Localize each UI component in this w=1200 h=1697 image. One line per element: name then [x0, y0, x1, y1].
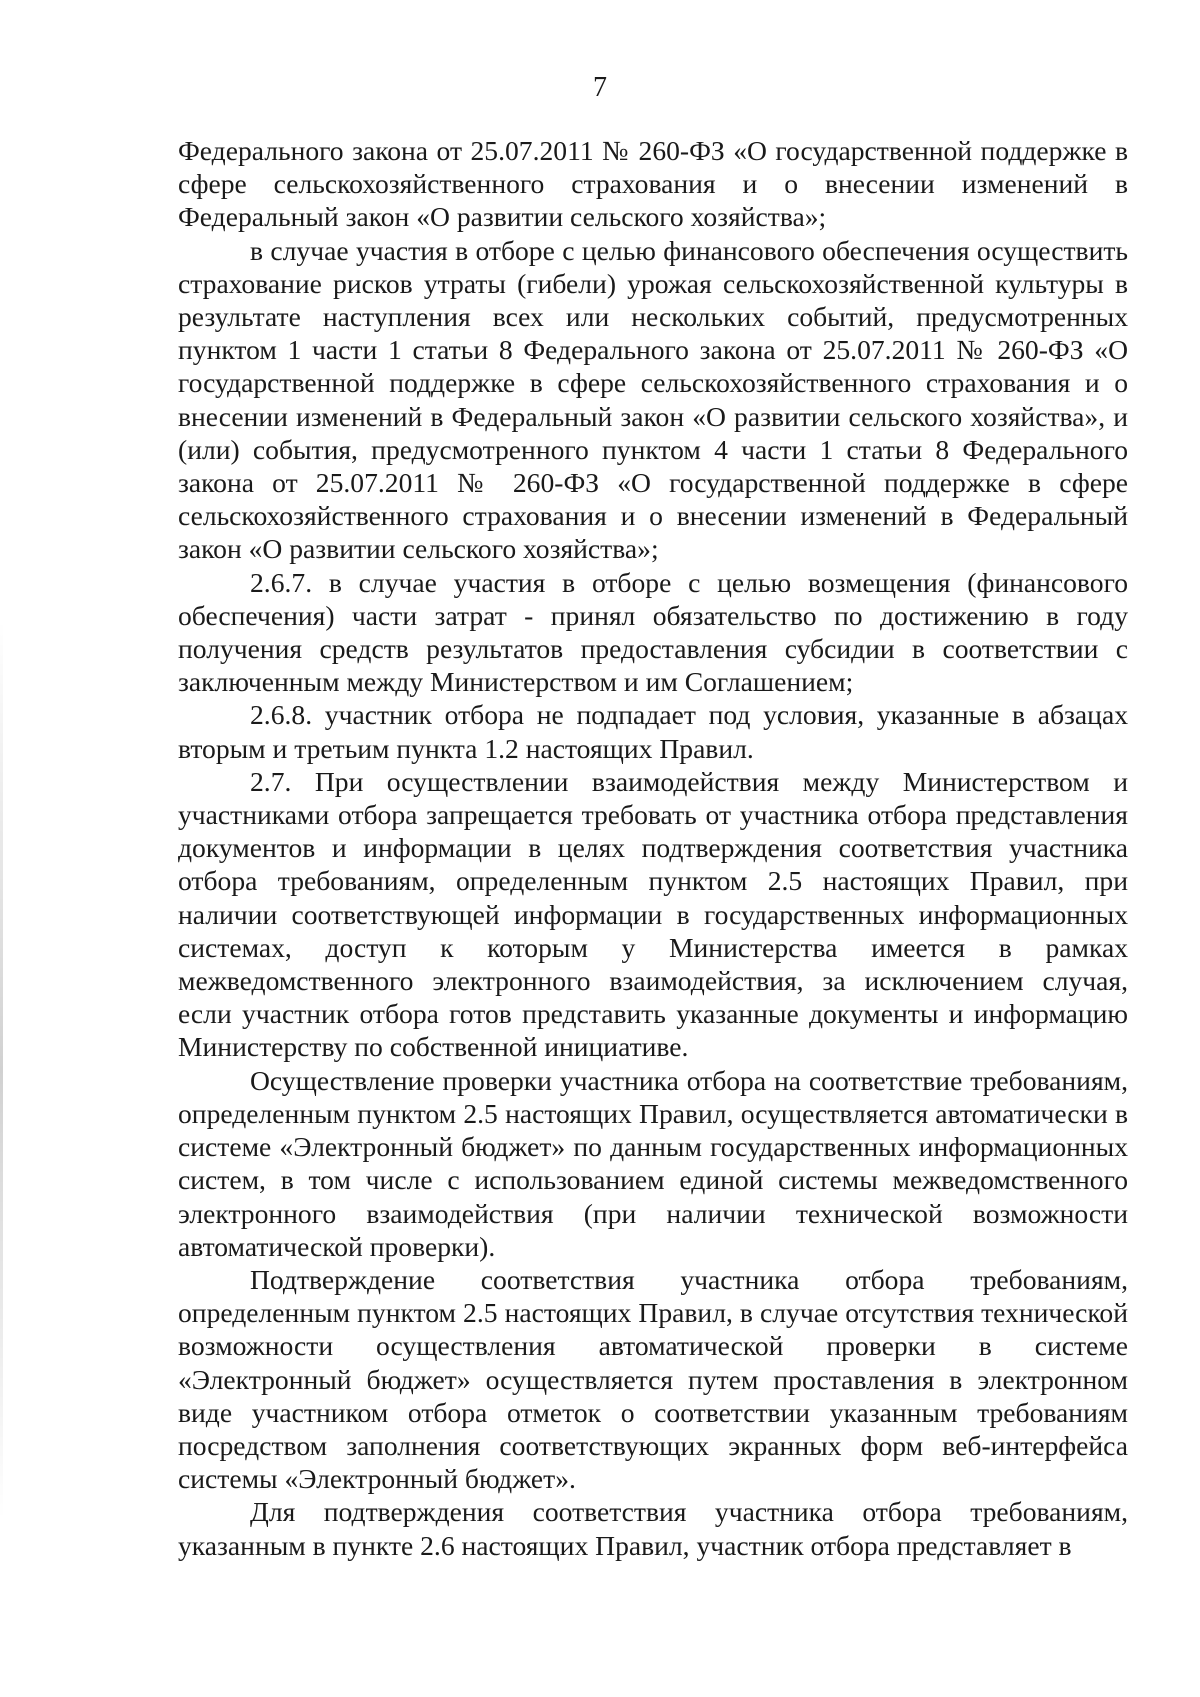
paragraph: 2.6.7. в случае участия в отборе с целью возмещения (финансового обеспечения) части затрат - принял обязательство по достижению в году получения средств результатов предоставления субсидии в соответствии с заключенным между Министерством и им Соглашением; [178, 566, 1128, 698]
paragraph: 2.6.8. участник отбора не подпадает под условия, указанные в абзацах вторым и третьим пункта 1.2 настоящих Правил. [178, 699, 1128, 764]
scan-edge-shadow [0, 620, 3, 1520]
paragraph: Осуществление проверки участника отбора на соответствие требованиям, определенным пунктом 2.5 настоящих Правил, осуществляется автоматически в системе «Электронный бюджет» по данным государственных информационных систем, в том числе с использованием единой системы межведомственного электронного взаимодействия (при наличии технической возможности автоматической проверки). [178, 1064, 1128, 1262]
page-number: 7 [593, 72, 607, 103]
paragraph: Федерального закона от 25.07.2011 № 260-ФЗ «О государственной поддержке в сфере сельскохозяйственного страхования и о внесении изменений в Федеральный закон «О развитии сельского хозяйства»; [178, 135, 1128, 233]
paragraph: в случае участия в отборе с целью финансового обеспечения осуществить страхование рисков утраты (гибели) урожая сельскохозяйственной культуры в результате наступления всех или нескольких событий, предусмотренных пунктом 1 части 1 статьи 8 Федерального закона от 25.07.2011 № 260-ФЗ «О государственной поддержке в сфере сельскохозяйственного страхования и о внесении изменений в Федеральный закон «О развитии сельского хозяйства», и (или) события, предусмотренного пунктом 4 части 1 статьи 8 Федерального закона от 25.07.2011 № 260-ФЗ «О государственной поддержке в сфере сельскохозяйственного страхования и о внесении изменений в Федеральный закон «О развитии сельского хозяйства»; [178, 234, 1128, 565]
paragraph: Подтверждение соответствия участника отбора требованиям, определенным пунктом 2.5 настоящих Правил, в случае отсутствия технической возможности осуществления автоматической проверки в системе «Электронный бюджет» осуществляется путем проставления в электронном виде участником отбора отметок о соответствии указанным требованиям посредством заполнения соответствующих экранных форм веб-интерфейса системы «Электронный бюджет». [178, 1263, 1128, 1495]
paragraph: Для подтверждения соответствия участника отбора требованиям, указанным в пункте 2.6 настоящих Правил, участник отбора представляет в [178, 1496, 1128, 1561]
paragraph: 2.7. При осуществлении взаимодействия между Министерством и участниками отбора запрещается требовать от участника отбора представления документов и информации в целях подтверждения соответствия участника отбора требованиям, определенным пунктом 2.5 настоящих Правил, при наличии соответствующей информации в государственных информационных системах, доступ к которым у Министерства имеется в рамках межведомственного электронного взаимодействия, за исключением случая, если участник отбора готов представить указанные документы и информацию Министерству по собственной инициативе. [178, 765, 1128, 1063]
document-body [178, 134, 1128, 1562]
